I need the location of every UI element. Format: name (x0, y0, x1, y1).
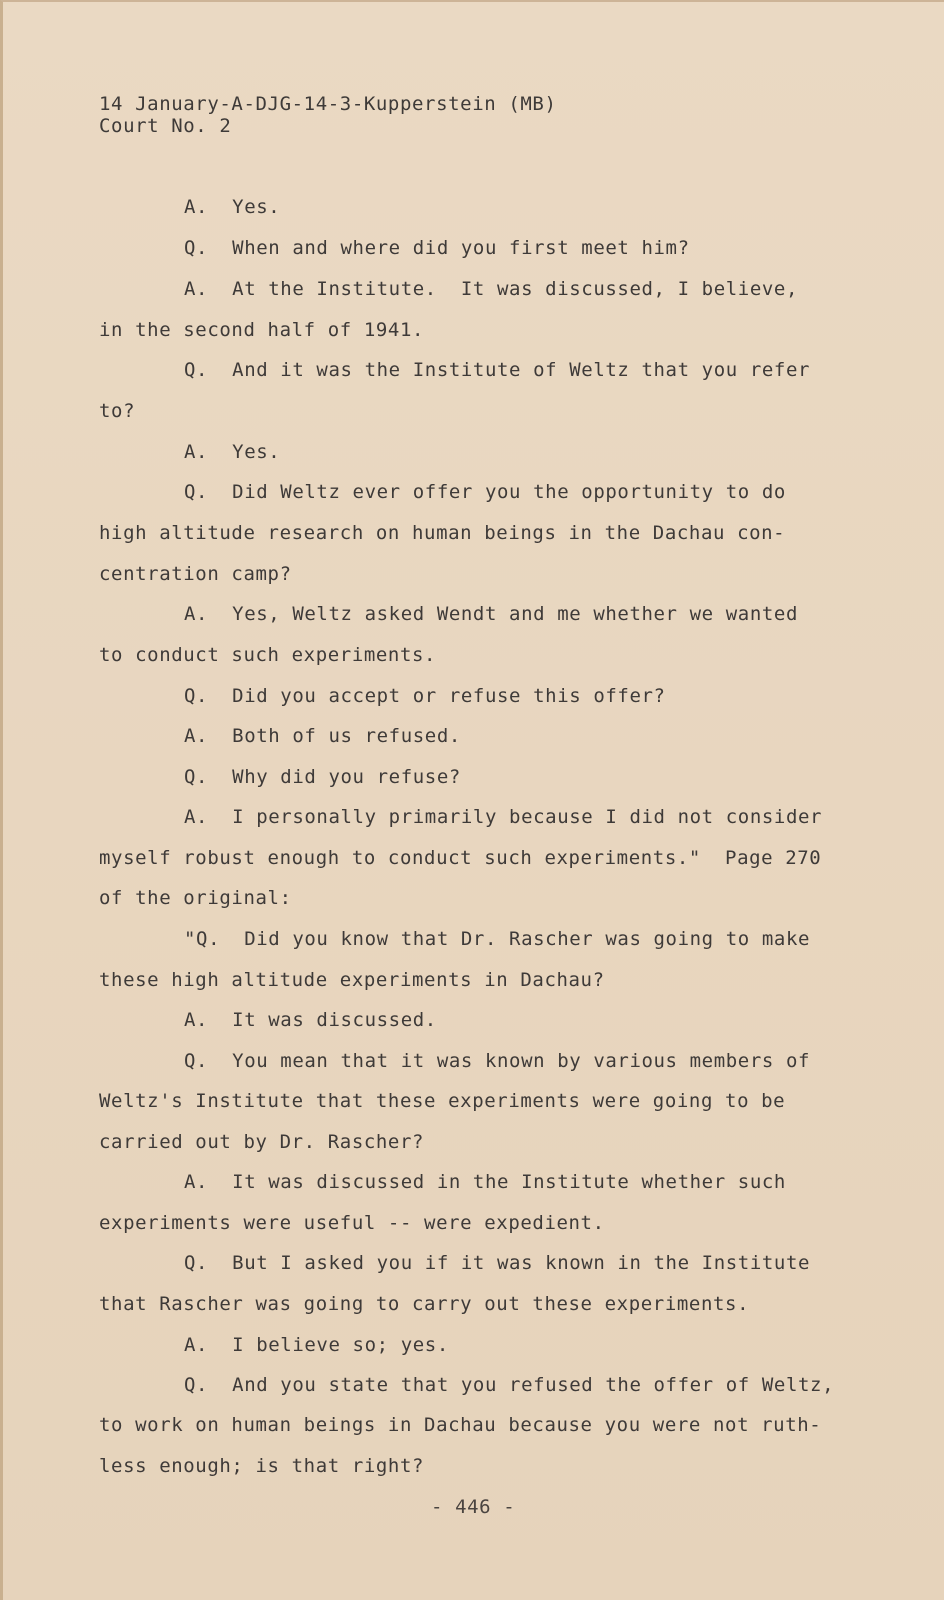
transcript-line: Q. And it was the Institute of Weltz that you refer (184, 359, 811, 381)
transcript-line: less enough; is that right? (99, 1455, 425, 1477)
transcript-line: A. Both of us refused. (184, 725, 461, 747)
transcript-line: A. I personally primarily because I did not consider (184, 806, 823, 828)
header-line-2: Court No. 2 (99, 115, 232, 137)
page-number: - 446 - (431, 1496, 516, 1518)
transcript-line: A. It was discussed. (184, 1009, 437, 1031)
transcript-line: carried out by Dr. Rascher? (99, 1131, 425, 1153)
transcript-line: A. Yes. (184, 441, 281, 463)
transcript-line: of the original: (99, 887, 292, 909)
transcript-line: high altitude research on human beings in the Dachau con- (99, 522, 786, 544)
transcript-line: Q. When and where did you first meet him? (184, 237, 690, 259)
transcript-line: Q. Why did you refuse? (184, 766, 461, 788)
transcript-line: A. Yes. (184, 196, 281, 218)
transcript-line: Q. Did you accept or refuse this offer? (184, 685, 666, 707)
transcript-line: to conduct such experiments. (99, 644, 437, 666)
transcript-line: centration camp? (99, 563, 292, 585)
transcript-line: Q. You mean that it was known by various members of (184, 1050, 811, 1072)
transcript-line: experiments were useful -- were expedient. (99, 1212, 605, 1234)
header-line-1: 14 January-A-DJG-14-3-Kupperstein (MB) (99, 93, 557, 115)
transcript-line: to work on human beings in Dachau because you were not ruth- (99, 1414, 822, 1436)
transcript-line: that Rascher was going to carry out these experiments. (99, 1293, 750, 1315)
transcript-line: Weltz's Institute that these experiments were going to be (99, 1090, 786, 1112)
transcript-line: A. It was discussed in the Institute whether such (184, 1171, 786, 1193)
transcript-line: Q. And you state that you refused the offer of Weltz, (184, 1374, 835, 1396)
transcript-line: A. I believe so; yes. (184, 1334, 449, 1356)
transcript-line: in the second half of 1941. (99, 319, 425, 341)
transcript-line: A. Yes, Weltz asked Wendt and me whether we wanted (184, 603, 798, 625)
transcript-line: to? (99, 400, 136, 422)
transcript-line: these high altitude experiments in Dachau? (99, 969, 605, 991)
transcript-line: A. At the Institute. It was discussed, I believe, (184, 278, 798, 300)
transcript-line: "Q. Did you know that Dr. Rascher was going to make (184, 928, 811, 950)
transcript-line: Q. But I asked you if it was known in the Institute (184, 1252, 811, 1274)
transcript-line: myself robust enough to conduct such experiments." Page 270 (99, 847, 822, 869)
transcript-line: Q. Did Weltz ever offer you the opportunity to do (184, 481, 786, 503)
